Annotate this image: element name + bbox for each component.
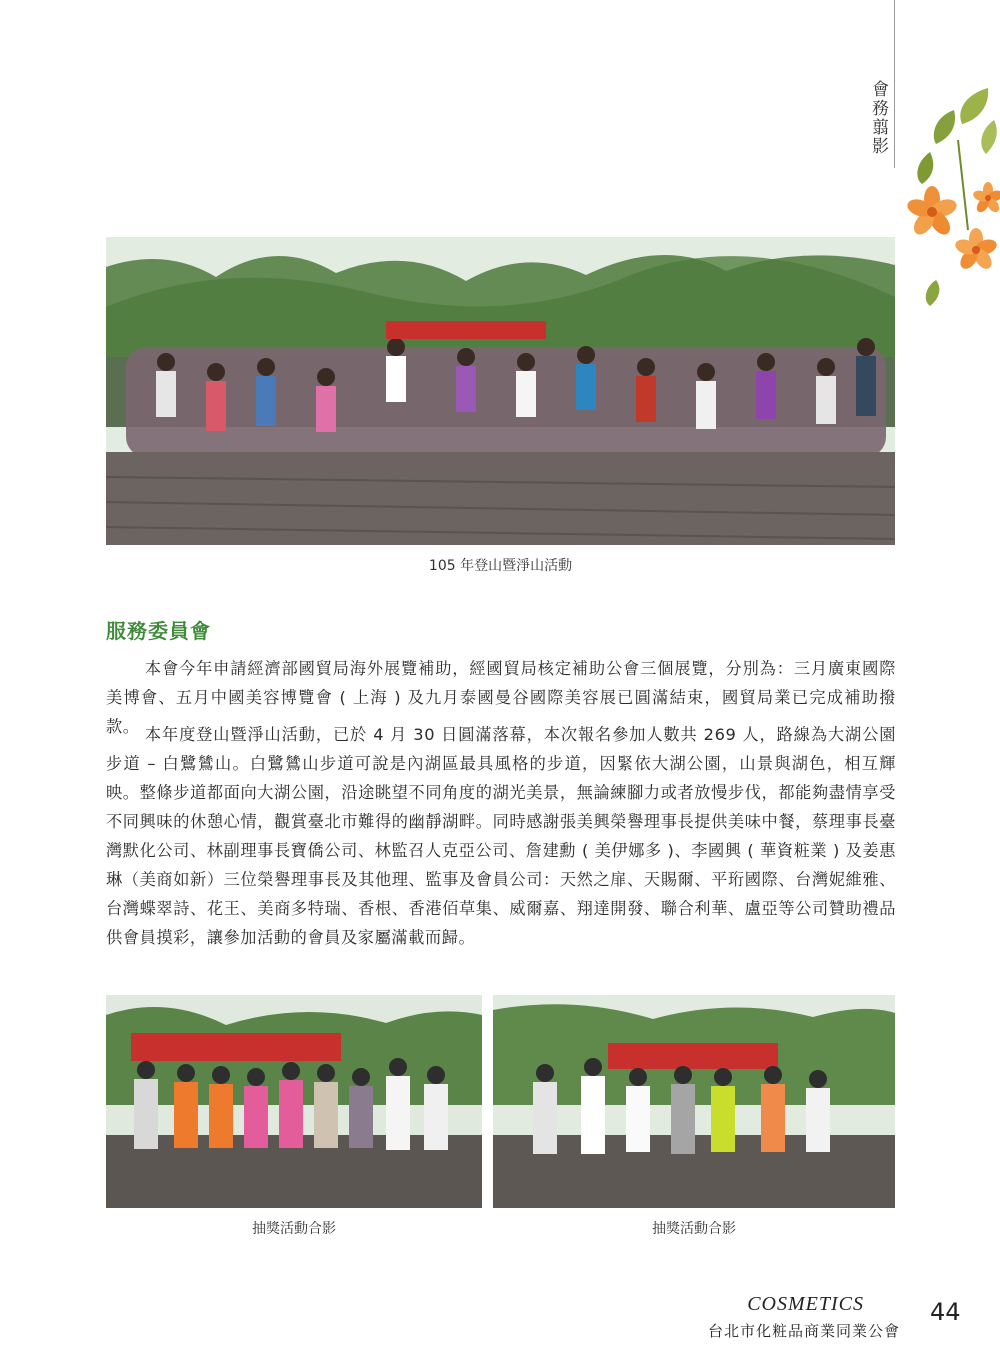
side-divider — [894, 0, 895, 168]
right-photo-caption: 抽獎活動合影 — [652, 1221, 736, 1237]
floral-decoration — [896, 80, 1000, 310]
flower-icon — [905, 182, 1000, 272]
paragraph-2: 本年度登山暨淨山活動，已於 4 月 30 日圓滿落幕，本次報名參加人數共 269 人，路線為大湖公園步道 – 白鷺鷥山。白鷺鷥山步道可說是內湖區最具風格的步道，因緊依大湖公園，山景與湖色，相互輝映。整條步道都面向大湖公園，沿途眺望不同角度的湖光美景，無論練腳力或者放慢步伐，都能夠盡情享受不同興味的休憩心情，觀賞臺北市難得的幽靜湖畔。同時感謝張美興榮譽理事長提供美味中餐，蔡理事長臺灣默化公司、林副理事長寶僑公司、林監召人克亞公司、詹建勳 ( 美伊娜多 )、李國興 ( 華資粧業 ) 及姜惠琳（美商如新）三位榮譽理事長及其他理、監事及會員公司：天然之扉、天賜爾、平珩國際、台灣妮維雅、台灣蝶翠詩、花王、美商多特瑞、香根、香港佰草集、威爾嘉、翔達開發、聯合利華、盧亞等公司贊助禮品供會員摸彩，讓參加活動的會員及家屬滿載而歸。 — [106, 725, 896, 947]
footer-brand: COSMETICS — [747, 1293, 864, 1315]
page-number: 44 — [930, 1298, 961, 1326]
paragraph-1: 本會今年申請經濟部國貿局海外展覽補助，經國貿局核定補助公會三個展覽，分別為：三月廣東國際美博會、五月中國美容博覽會 ( 上海 ) 及九月泰國曼谷國際美容展已圓滿結束，國貿局業已完成補助撥款。 — [106, 659, 896, 736]
section-heading: 服務委員會 — [106, 619, 211, 643]
group-photo-hiking — [106, 237, 895, 545]
main-photo-caption: 105 年登山暨淨山活動 — [428, 558, 573, 574]
raffle-photo-left — [106, 995, 482, 1208]
section-title-vertical: 會務翦影 — [868, 80, 888, 156]
left-photo-caption: 抽獎活動合影 — [252, 1221, 336, 1237]
footer-organization: 台北市化粧品商業同業公會 — [707, 1322, 900, 1340]
raffle-photo-right — [493, 995, 895, 1208]
